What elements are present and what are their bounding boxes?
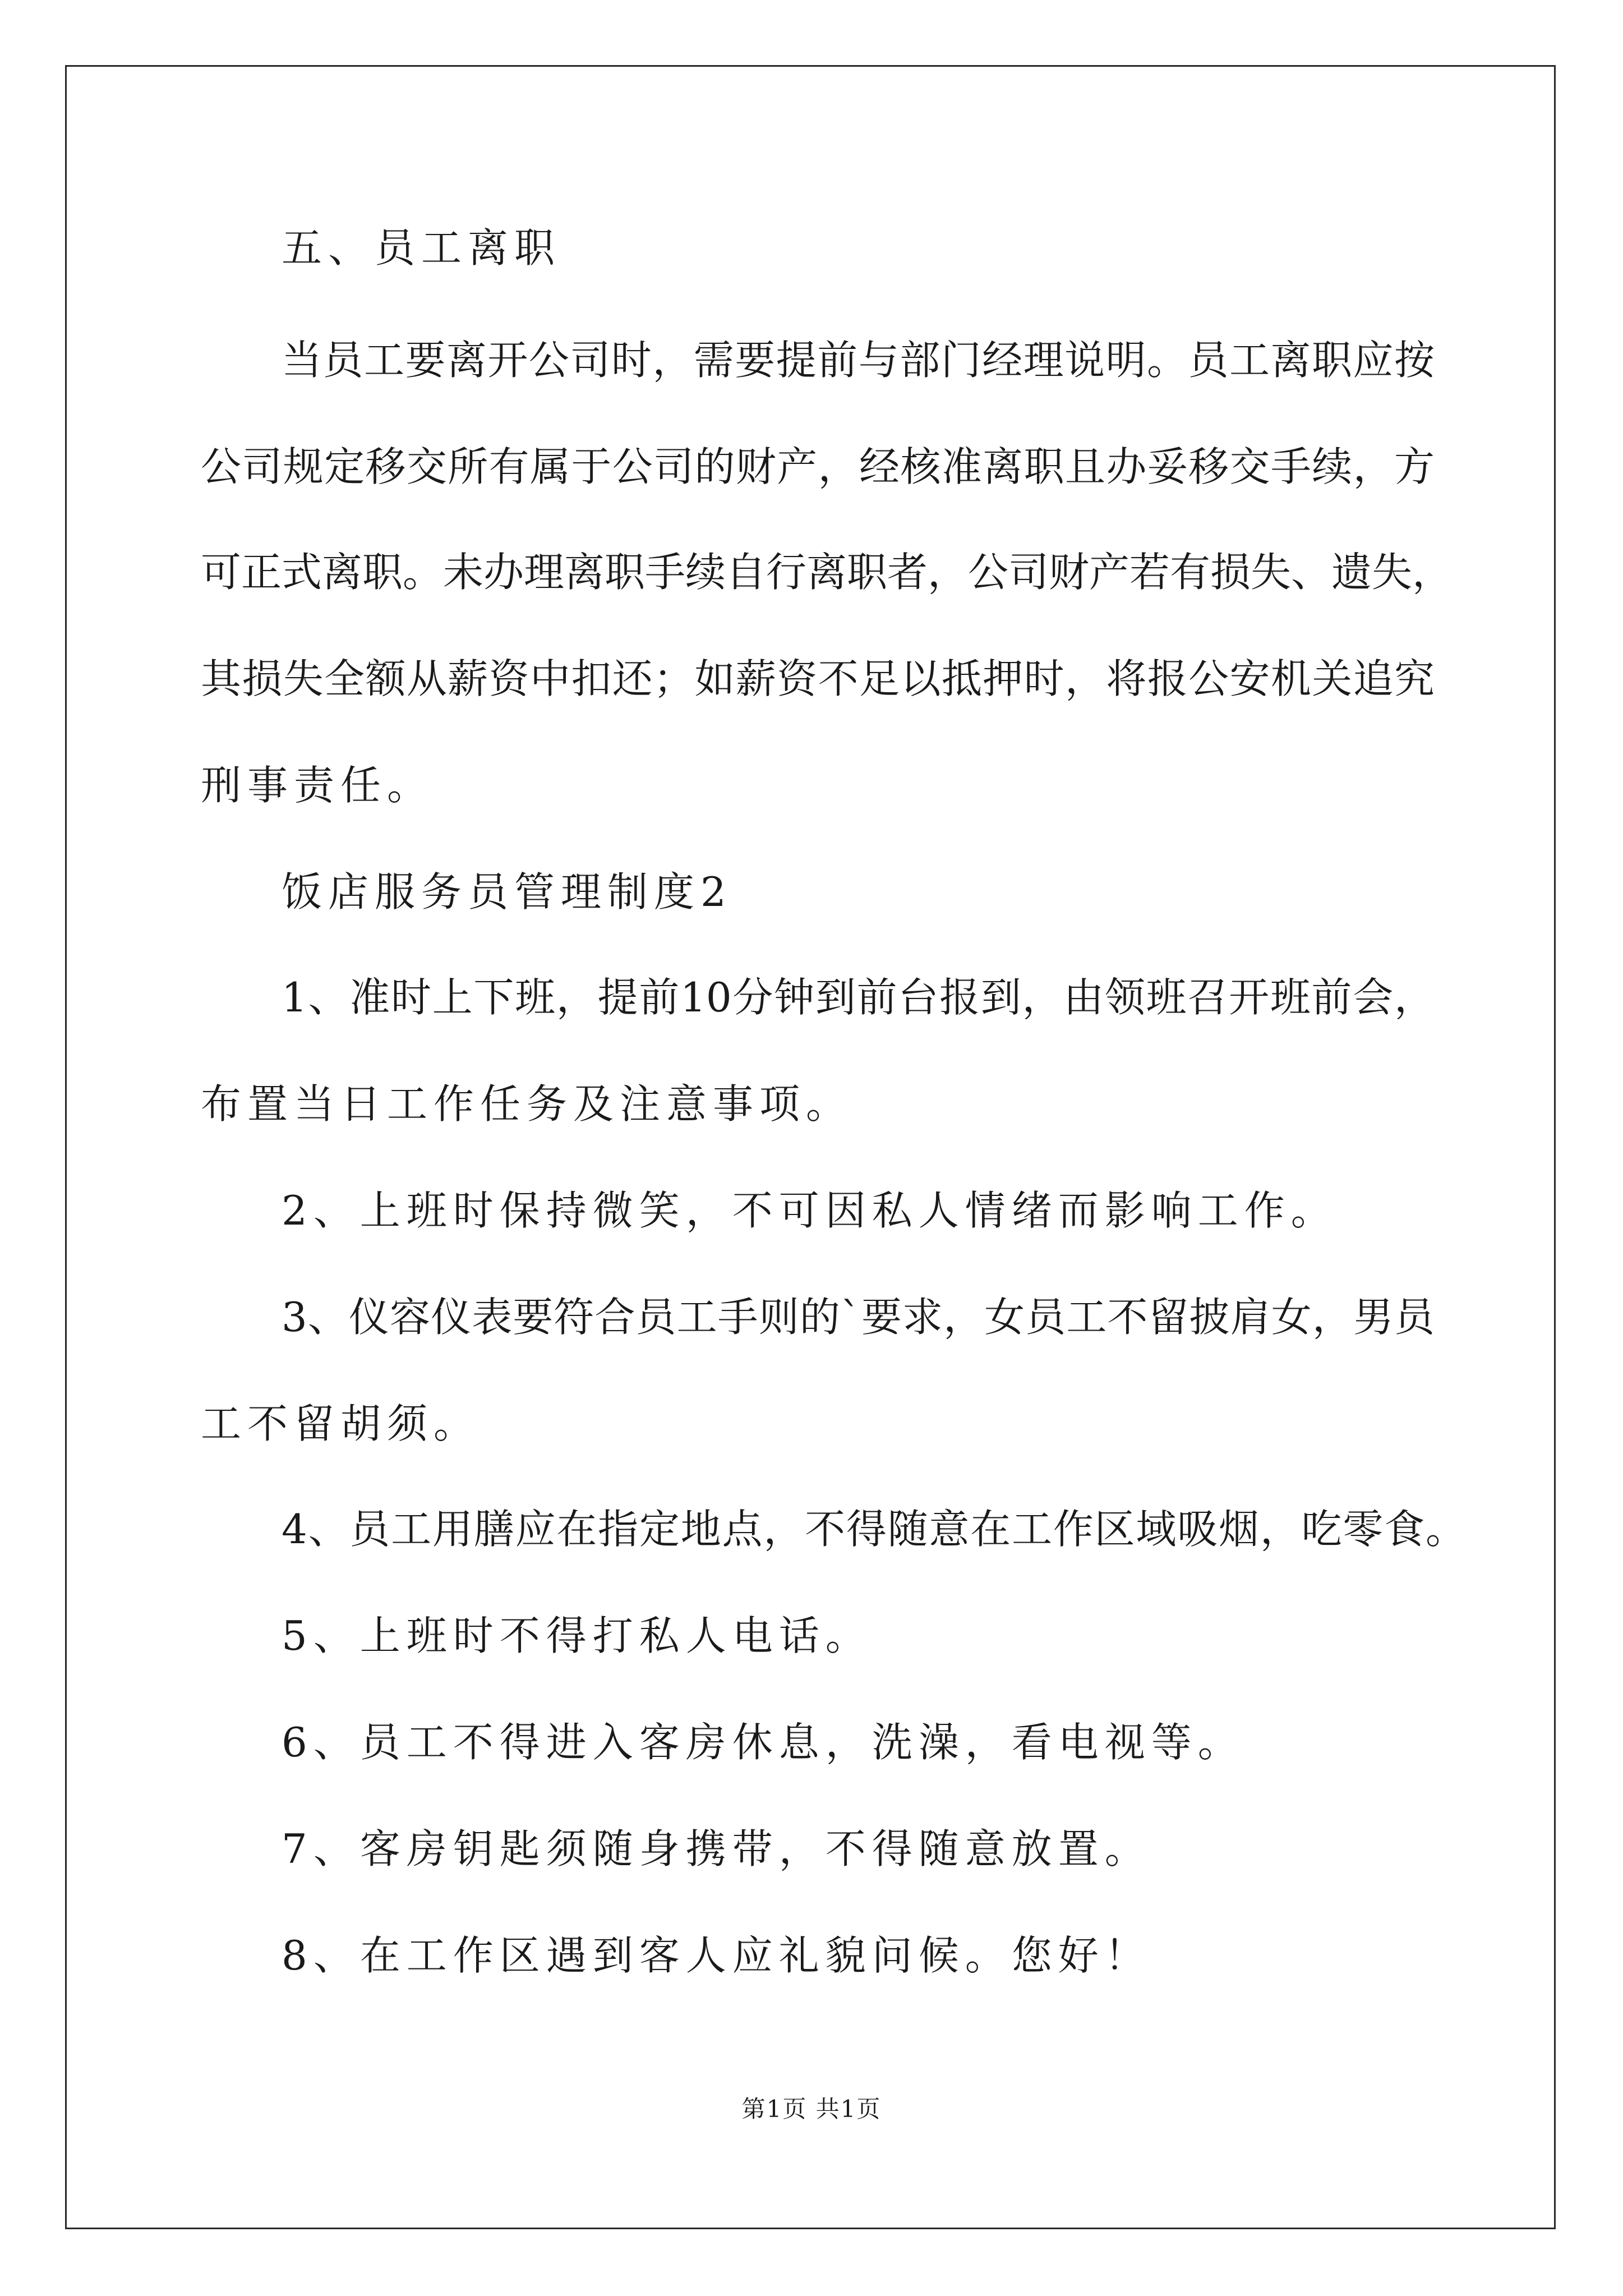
list-item: 7、客房钥匙须随身携带，不得随意放置。 [282,1825,1151,1872]
list-item: 2、上班时保持微笑，不可因私人情绪而影响工作。 [282,1187,1338,1234]
list-item: 8、在工作区遇到客人应礼貌问候。您好！ [282,1932,1151,1979]
paragraph-line: 可正式离职。未办理离职手续自行离职者，公司财产若有损失、遗失， [201,549,1453,596]
list-item: 5、上班时不得打私人电话。 [282,1612,872,1659]
paragraph-line: 其损失全额从薪资中扣还；如薪资不足以抵押时，将报公安机关追究 [201,655,1435,702]
section-heading: 五、员工离职 [282,224,561,272]
paragraph-line: 当员工要离开公司时，需要提前与部门经理说明。员工离职应按 [282,337,1435,384]
list-item-continuation: 布置当日工作任务及注意事项。 [201,1080,853,1128]
list-item-continuation: 工不留胡须。 [201,1400,481,1447]
document-subtitle: 饭店服务员管理制度2 [282,868,732,915]
list-item: 3、仪容仪表要符合员工手则的`要求，女员工不留披肩女，男员 [282,1294,1435,1341]
list-item: 4、员工用膳应在指定地点，不得随意在工作区域吸烟，吃零食。 [282,1506,1466,1553]
paragraph-line: 刑事责任。 [201,762,434,809]
page-footer: 第1页 共1页 [741,2095,882,2123]
list-item: 1、准时上下班，提前10分钟到前台报到，由领班召开班前会， [282,974,1435,1021]
list-item: 6、员工不得进入客房休息，洗澡，看电视等。 [282,1719,1244,1766]
paragraph-line: 公司规定移交所有属于公司的财产，经核准离职且办妥移交手续，方 [201,443,1435,490]
page-border [65,65,1556,2229]
